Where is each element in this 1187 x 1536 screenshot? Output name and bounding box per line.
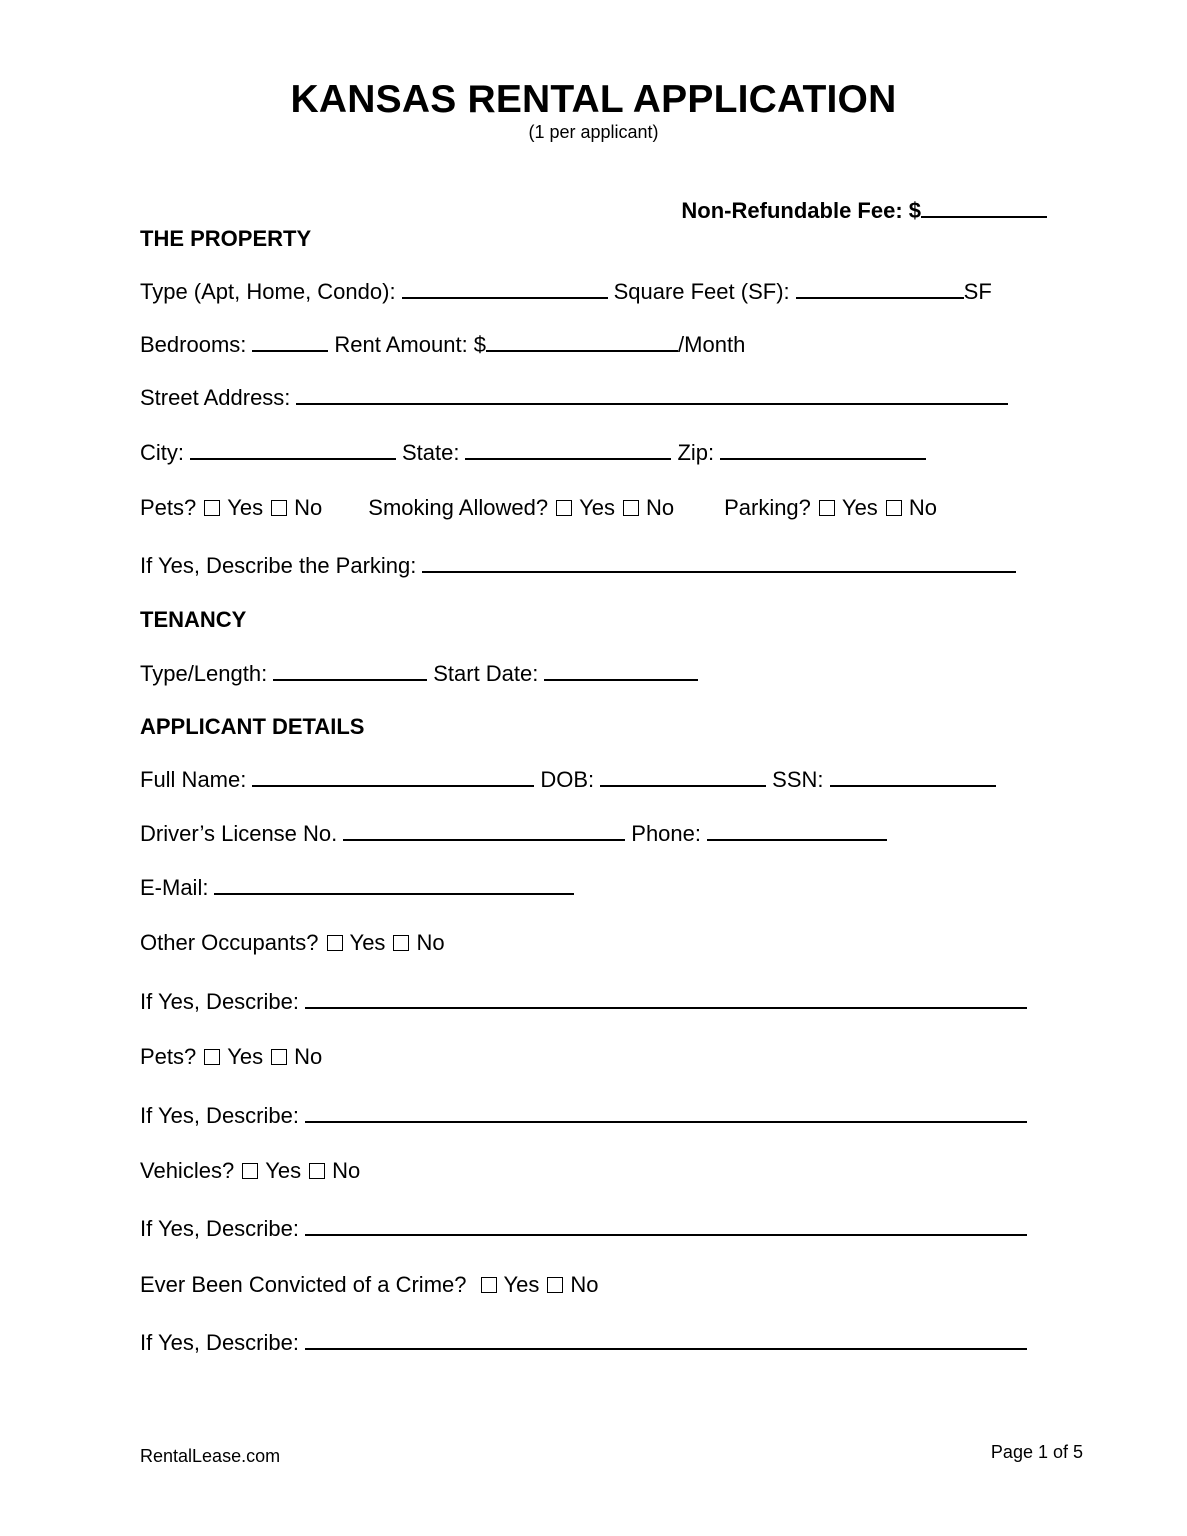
vehicles-describe-label: If Yes, Describe:	[140, 1216, 299, 1241]
pets-smoking-parking-row	[140, 495, 937, 521]
occupants-label: Other Occupants?	[140, 930, 319, 955]
city-field[interactable]	[190, 440, 396, 460]
fee-field[interactable]	[921, 198, 1047, 218]
parking-yes-label: Yes	[841, 495, 878, 520]
section-applicant-heading: APPLICANT DETAILS	[140, 714, 365, 739]
smoking-no-label: No	[645, 495, 675, 520]
ssn-label: SSN:	[772, 767, 824, 792]
ssn-field[interactable]	[830, 767, 996, 787]
vehicles-describe-row	[140, 1216, 1033, 1242]
crime-yes-label: Yes	[503, 1272, 540, 1297]
occupants-describe-label: If Yes, Describe:	[140, 989, 299, 1014]
parking-describe-field[interactable]	[422, 553, 1016, 573]
street-label: Street Address:	[140, 385, 291, 410]
parking-no-checkbox[interactable]	[886, 500, 902, 516]
smoking-yes-label: Yes	[579, 495, 615, 520]
rent-unit: /Month	[678, 332, 746, 357]
crime-describe-row	[140, 1330, 1033, 1356]
occupants-no-checkbox[interactable]	[393, 935, 409, 951]
dob-label: DOB:	[540, 767, 595, 792]
property-type-row	[140, 279, 992, 305]
occupants-yes-label: Yes	[349, 930, 386, 955]
sqft-label: Square Feet (SF):	[613, 279, 790, 304]
rent-field[interactable]	[486, 332, 678, 352]
type-label: Type (Apt, Home, Condo):	[140, 279, 396, 304]
license-field[interactable]	[343, 821, 625, 841]
pets-yes-checkbox[interactable]	[204, 500, 220, 516]
vehicles-describe-field[interactable]	[305, 1216, 1027, 1236]
occupants-describe-row	[140, 989, 1033, 1015]
start-date-label: Start Date:	[433, 661, 539, 686]
type-field[interactable]	[402, 279, 608, 299]
applicant-pets-label: Pets?	[140, 1044, 197, 1069]
pets-label: Pets?	[140, 495, 197, 520]
email-field[interactable]	[214, 875, 574, 895]
crime-describe-label: If Yes, Describe:	[140, 1330, 299, 1355]
applicant-pets-yes-label: Yes	[227, 1044, 264, 1069]
vehicles-yes-label: Yes	[265, 1158, 302, 1183]
occupants-row	[140, 930, 445, 956]
full-name-field[interactable]	[252, 767, 534, 787]
zip-label: Zip:	[677, 440, 715, 465]
bedrooms-field[interactable]	[252, 332, 328, 352]
pets-yes-label: Yes	[227, 495, 264, 520]
pets-describe-row	[140, 1103, 1033, 1129]
pets-no-label: No	[294, 495, 323, 520]
parking-label: Parking?	[724, 495, 811, 520]
street-field[interactable]	[296, 385, 1008, 405]
street-row	[140, 385, 1014, 411]
vehicles-no-label: No	[332, 1158, 361, 1183]
occupants-no-label: No	[416, 930, 445, 955]
pets-describe-field[interactable]	[305, 1103, 1027, 1123]
phone-field[interactable]	[707, 821, 887, 841]
parking-no-label: No	[908, 495, 937, 520]
applicant-pets-row	[140, 1044, 322, 1070]
fee-label: Non-Refundable Fee: $	[681, 198, 921, 223]
vehicles-label: Vehicles?	[140, 1158, 235, 1183]
parking-describe-label: If Yes, Describe the Parking:	[140, 553, 417, 578]
type-length-label: Type/Length:	[140, 661, 268, 686]
full-name-label: Full Name:	[140, 767, 247, 792]
sqft-unit: SF	[963, 279, 992, 304]
state-field[interactable]	[465, 440, 671, 460]
section-tenancy-heading: TENANCY	[140, 607, 247, 632]
city-label: City:	[140, 440, 184, 465]
bedrooms-rent-row	[140, 332, 745, 358]
vehicles-yes-checkbox[interactable]	[242, 1163, 258, 1179]
license-phone-row	[140, 821, 893, 847]
smoking-yes-checkbox[interactable]	[556, 500, 572, 516]
parking-yes-checkbox[interactable]	[819, 500, 835, 516]
email-row	[140, 875, 580, 901]
footer-site: RentalLease.com	[140, 1446, 281, 1466]
dob-field[interactable]	[600, 767, 766, 787]
start-date-field[interactable]	[544, 661, 698, 681]
parking-describe-row	[140, 553, 1022, 579]
smoking-no-checkbox[interactable]	[623, 500, 639, 516]
smoking-label: Smoking Allowed?	[368, 495, 549, 520]
pets-no-checkbox[interactable]	[271, 500, 287, 516]
city-state-zip-row	[140, 440, 932, 466]
crime-label: Ever Been Convicted of a Crime?	[140, 1272, 467, 1297]
document-subtitle: (1 per applicant)	[528, 122, 659, 142]
email-label: E-Mail:	[140, 875, 209, 900]
fee-row	[681, 198, 1047, 224]
applicant-pets-no-label: No	[294, 1044, 323, 1069]
occupants-describe-field[interactable]	[305, 989, 1027, 1009]
state-label: State:	[402, 440, 460, 465]
crime-no-checkbox[interactable]	[547, 1277, 563, 1293]
rent-label: Rent Amount: $	[334, 332, 487, 357]
footer-page-number: Page 1 of 5	[990, 1442, 1083, 1462]
sqft-field[interactable]	[796, 279, 964, 299]
crime-row	[140, 1272, 599, 1298]
zip-field[interactable]	[720, 440, 926, 460]
applicant-pets-no-checkbox[interactable]	[271, 1049, 287, 1065]
crime-describe-field[interactable]	[305, 1330, 1027, 1350]
vehicles-row	[140, 1158, 360, 1184]
document-title: KANSAS RENTAL APPLICATION	[290, 78, 897, 121]
vehicles-no-checkbox[interactable]	[309, 1163, 325, 1179]
tenancy-row	[140, 661, 704, 687]
phone-label: Phone:	[631, 821, 701, 846]
section-property-heading: THE PROPERTY	[140, 226, 312, 251]
license-label: Driver’s License No.	[140, 821, 338, 846]
applicant-pets-yes-checkbox[interactable]	[204, 1049, 220, 1065]
pets-describe-label: If Yes, Describe:	[140, 1103, 299, 1128]
crime-yes-checkbox[interactable]	[481, 1277, 497, 1293]
type-length-field[interactable]	[273, 661, 427, 681]
crime-no-label: No	[570, 1272, 599, 1297]
bedrooms-label: Bedrooms:	[140, 332, 247, 357]
occupants-yes-checkbox[interactable]	[327, 935, 343, 951]
name-dob-ssn-row	[140, 767, 1002, 793]
